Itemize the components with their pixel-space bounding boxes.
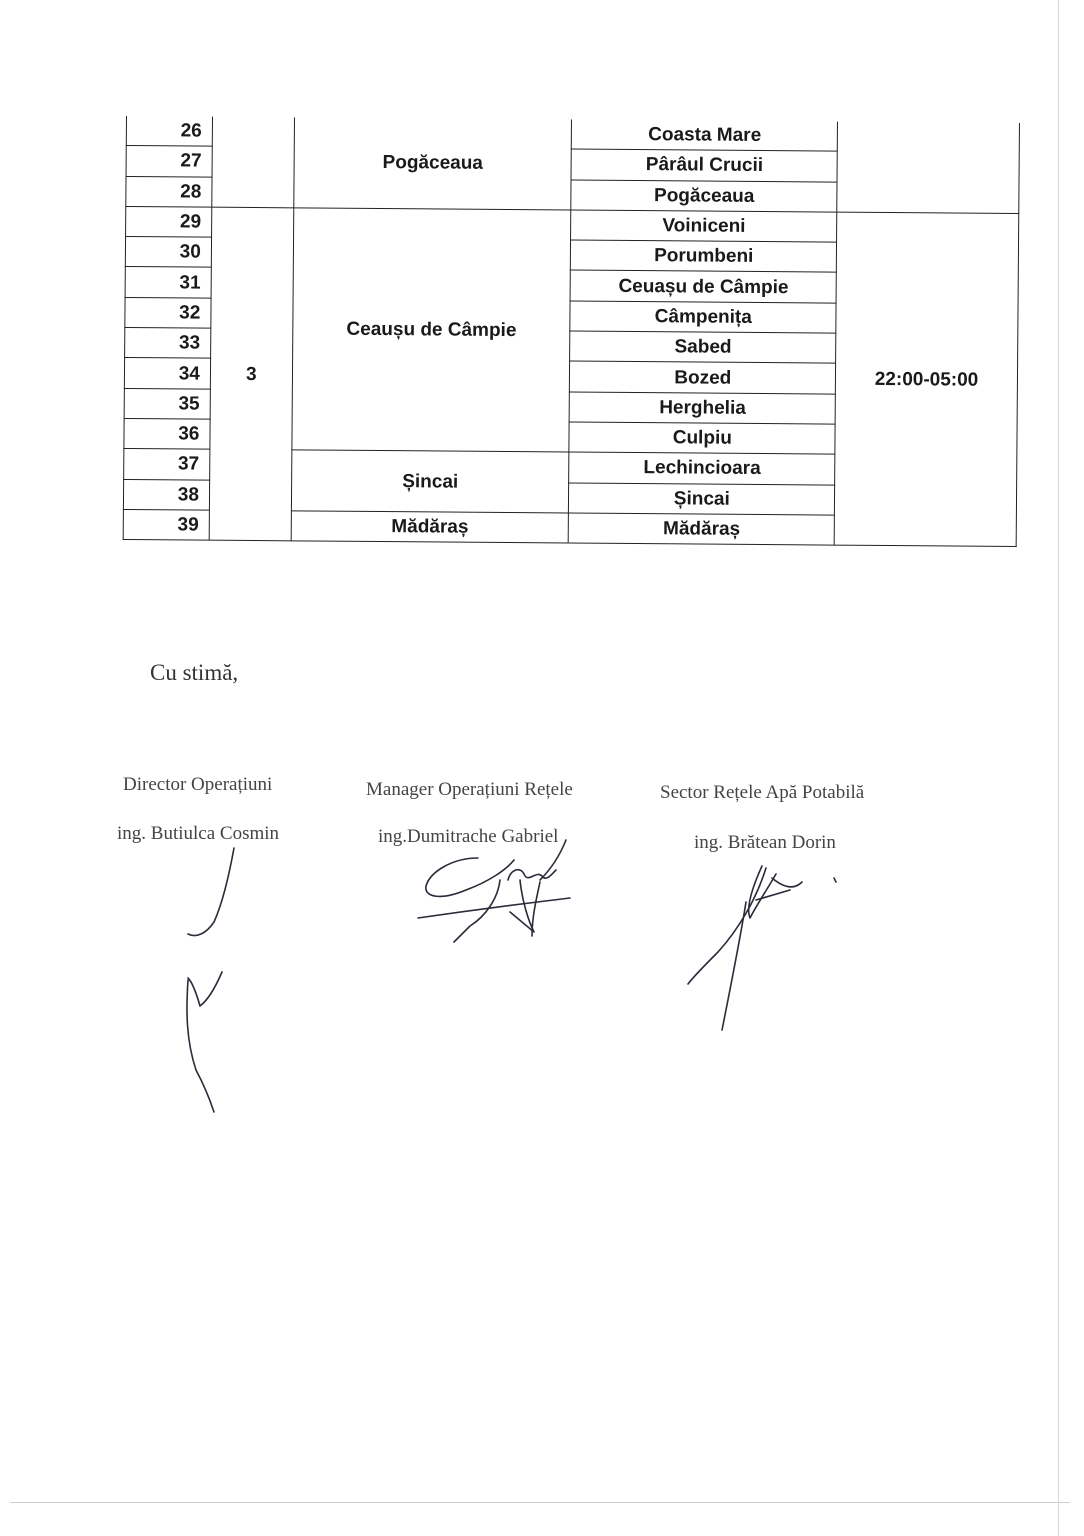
row-number: 32	[125, 297, 211, 328]
zone-cell: 3	[209, 207, 293, 541]
row-number: 28	[126, 176, 212, 207]
row-number: 39	[123, 509, 209, 540]
signatory-title: Director Operațiuni	[123, 774, 273, 795]
uat-cell: Șincai	[291, 450, 569, 513]
uat-cell: Pogăceaua	[294, 117, 572, 210]
signature-3	[688, 866, 836, 1030]
signature-2	[418, 840, 570, 942]
row-number: 33	[125, 328, 211, 359]
uat-cell: Ceaușu de Câmpie	[292, 208, 572, 453]
signatory-name: ing. Brătean Dorin	[694, 832, 836, 853]
locality-cell: Pârâul Crucii	[571, 149, 837, 181]
signatory-name: ing.Dumitrache Gabriel	[378, 826, 559, 847]
row-number: 29	[126, 206, 212, 237]
locality-cell: Șincai	[569, 483, 835, 515]
locality-cell: Voiniceni	[571, 210, 837, 242]
interval-cell: 22:00-05:00	[834, 212, 1018, 547]
row-number: 26	[126, 116, 212, 146]
locality-cell: Bozed	[570, 361, 836, 393]
row-number: 27	[126, 146, 212, 177]
uat-cell: Mădăraș	[291, 511, 569, 543]
row-number: 34	[124, 358, 210, 389]
signatory-name: ing. Butiulca Cosmin	[117, 823, 280, 844]
locality-cell: Ceuașu de Câmpie	[571, 270, 837, 302]
row-number: 37	[124, 449, 210, 480]
locality-cell: Pogăceaua	[571, 180, 837, 212]
row-number: 36	[124, 418, 210, 449]
signature-1	[187, 848, 234, 1112]
row-number: 30	[125, 237, 211, 268]
locality-cell: Mădăraș	[569, 513, 835, 545]
signatory-title: Sector Rețele Apă Potabilă	[660, 782, 865, 803]
locality-cell: Câmpenița	[570, 301, 836, 333]
closing-salutation: Cu stimă,	[150, 660, 239, 685]
locality-cell: Culpiu	[569, 422, 835, 454]
locality-cell: Sabed	[570, 331, 836, 363]
locality-cell: Coasta Mare	[572, 120, 838, 152]
signatory-title: Manager Operațiuni Rețele	[366, 779, 573, 800]
row-number: 35	[124, 388, 210, 419]
row-number: 31	[125, 267, 211, 298]
locality-cell: Porumbeni	[571, 240, 837, 272]
row-number: 38	[123, 479, 209, 510]
locality-cell: Herghelia	[570, 392, 836, 424]
locality-cell: Lechincioara	[569, 452, 835, 484]
